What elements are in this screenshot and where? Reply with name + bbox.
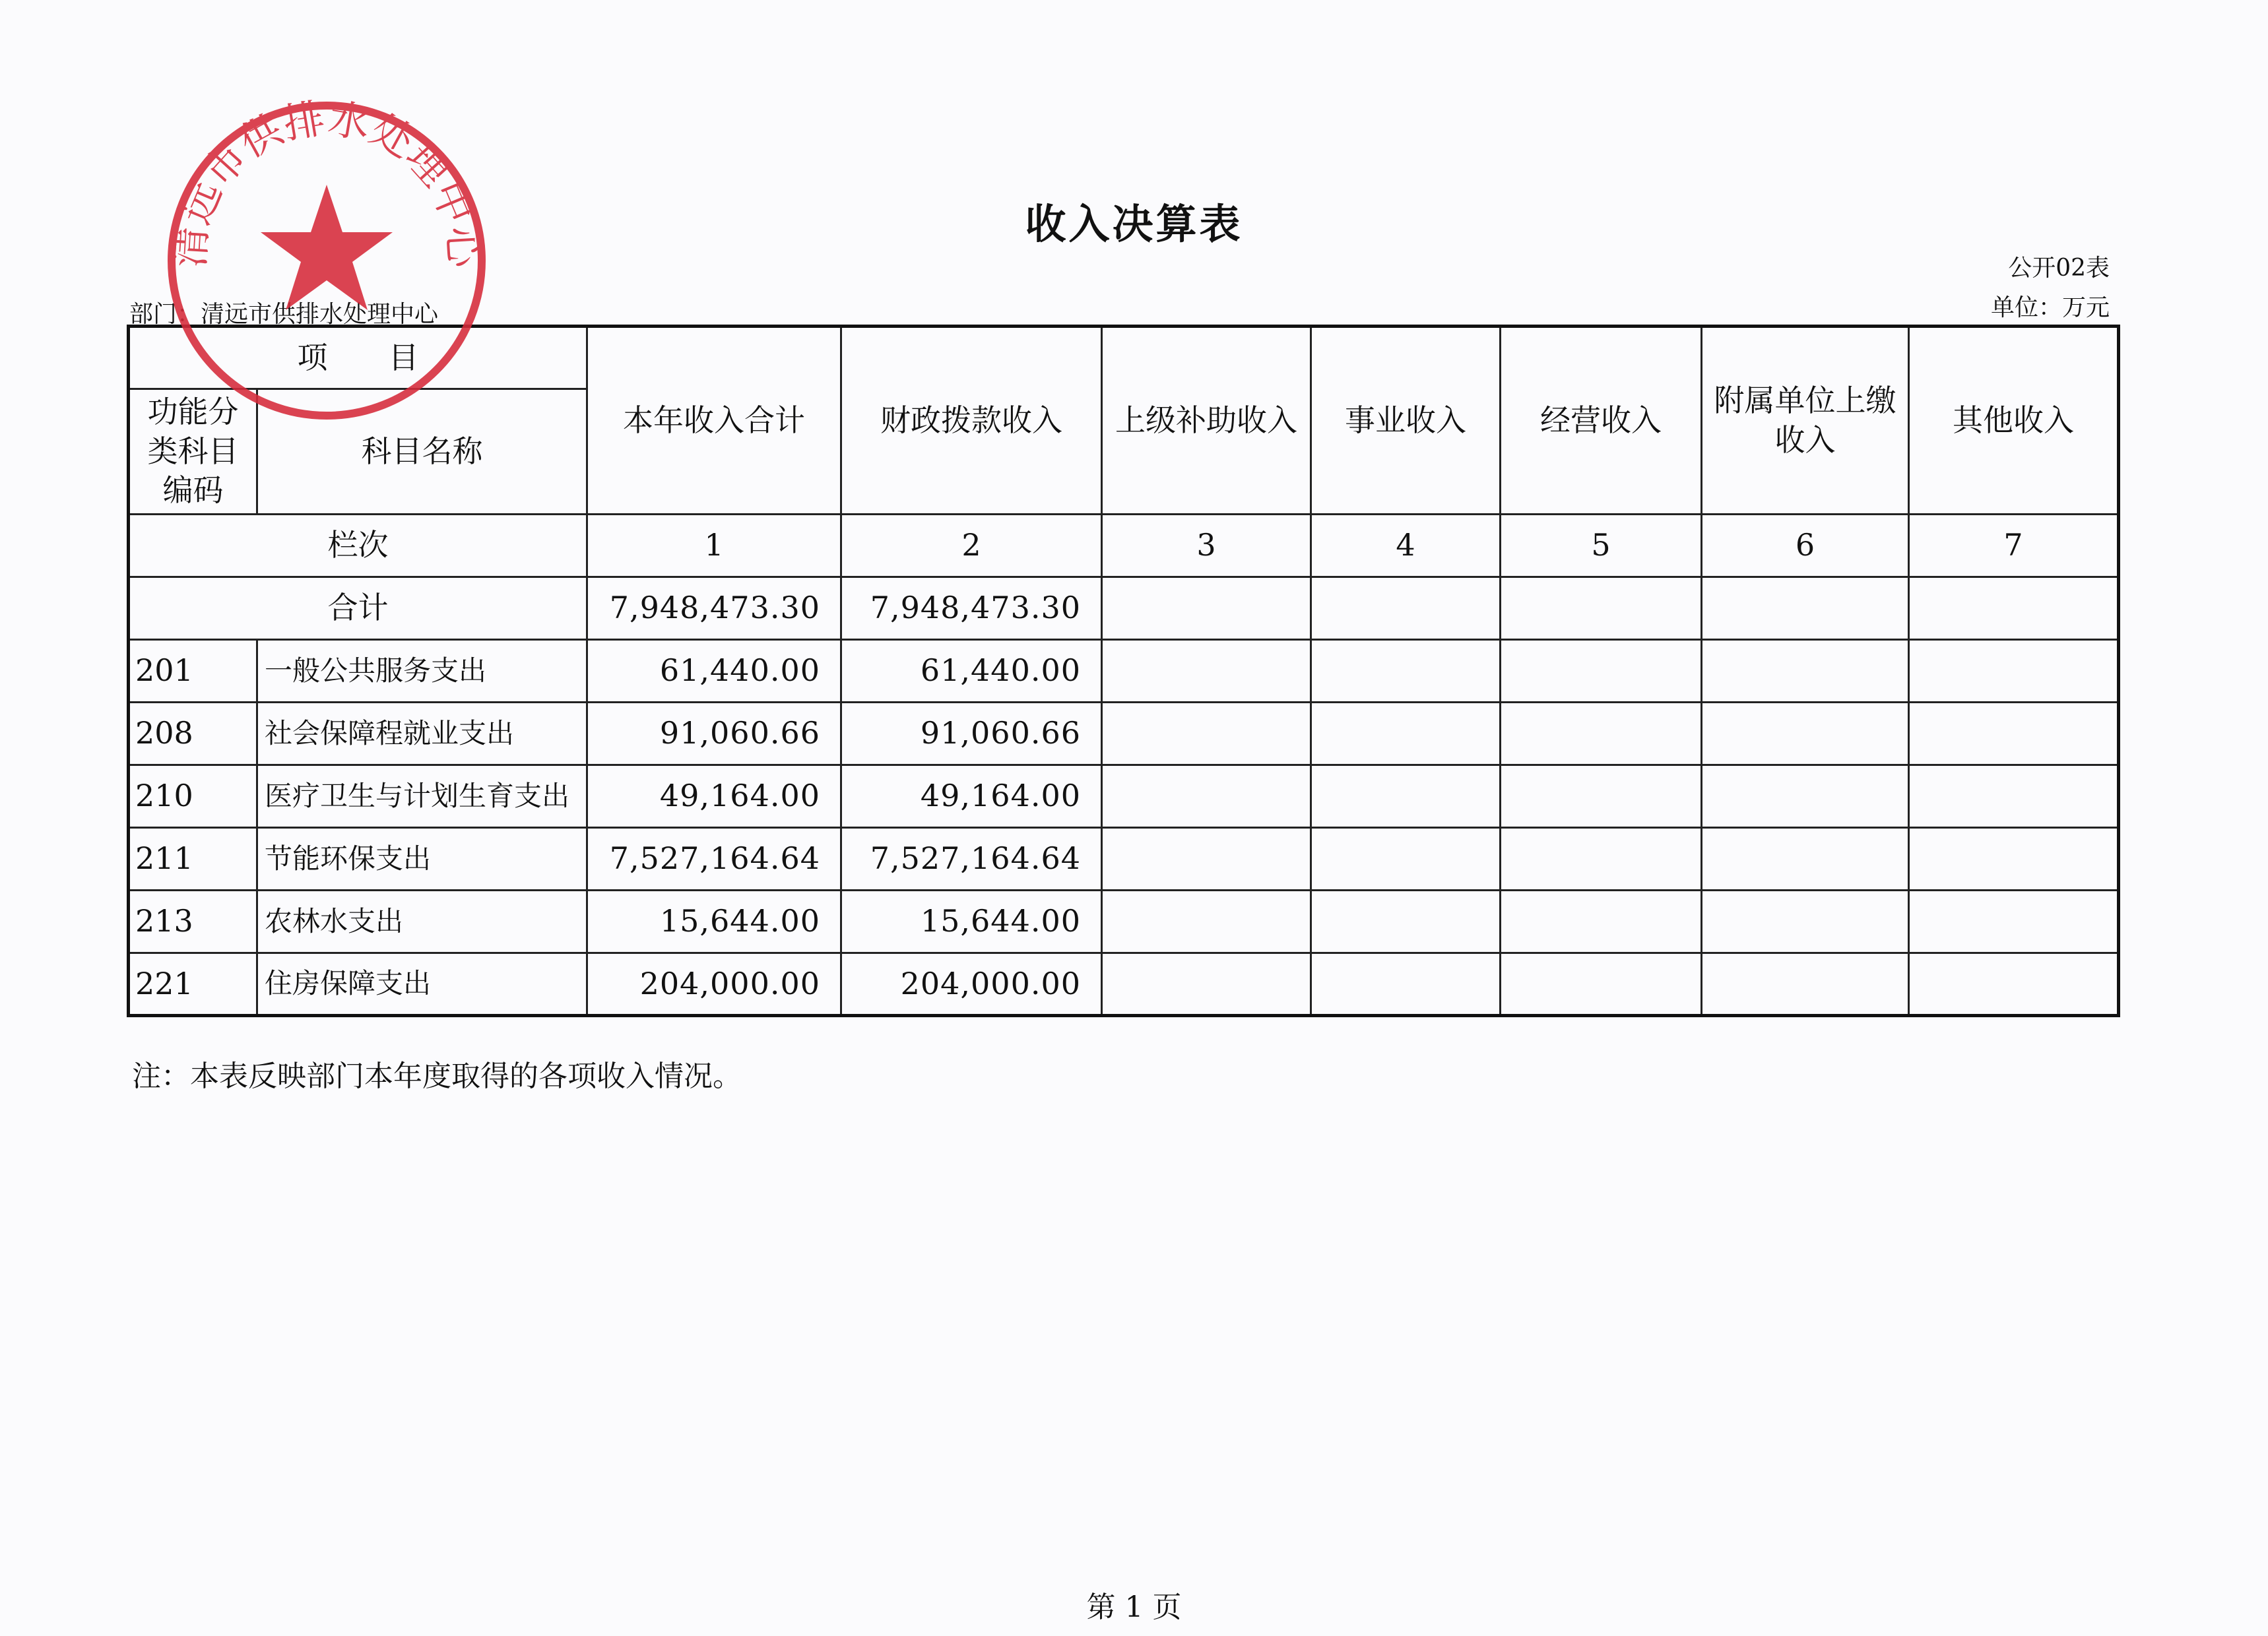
- subject-code: 213: [129, 891, 257, 953]
- value-cell: [1102, 953, 1311, 1016]
- value-cell: 15,644.00: [841, 891, 1102, 953]
- total-cell: 7,948,473.30: [587, 577, 841, 640]
- subject-header: 科目名称: [257, 389, 587, 515]
- subject-name: 农林水支出: [257, 891, 587, 953]
- value-cell: [1702, 765, 1909, 828]
- table-row: [129, 953, 2119, 1016]
- code-header: 功能分类科目编码: [129, 389, 257, 515]
- subject-name: 一般公共服务支出: [257, 640, 587, 703]
- total-cell: [1102, 577, 1311, 640]
- value-cell: 61,440.00: [841, 640, 1102, 703]
- value-cell: [1501, 953, 1702, 1016]
- col-header-2: 财政拨款收入: [841, 327, 1102, 515]
- value-cell: [1102, 828, 1311, 891]
- value-cell: 204,000.00: [841, 953, 1102, 1016]
- value-cell: [1311, 765, 1501, 828]
- col-header-3: 上级补助收入: [1102, 327, 1311, 515]
- value-cell: [1702, 891, 1909, 953]
- lanci-cell: 3: [1102, 515, 1311, 577]
- value-cell: [1311, 891, 1501, 953]
- value-cell: 7,527,164.64: [841, 828, 1102, 891]
- value-cell: [1501, 703, 1702, 765]
- official-seal-stamp: [152, 86, 502, 435]
- value-cell: [1909, 953, 2119, 1016]
- seal-star-icon: [261, 185, 393, 310]
- value-cell: 15,644.00: [587, 891, 841, 953]
- col-header-5: 经营收入: [1501, 327, 1702, 515]
- lanci-label: 栏次: [129, 515, 587, 577]
- subject-name: 住房保障支出: [257, 953, 587, 1016]
- footnote: 注：本表反映部门本年度取得的各项收入情况。: [132, 1059, 742, 1093]
- total-row: [129, 577, 2119, 640]
- value-cell: 7,527,164.64: [587, 828, 841, 891]
- item-header: 项 目: [129, 327, 587, 389]
- subject-code: 210: [129, 765, 257, 828]
- value-cell: 49,164.00: [587, 765, 841, 828]
- value-cell: [1909, 891, 2119, 953]
- value-cell: 91,060.66: [587, 703, 841, 765]
- lanci-cell: 7: [1909, 515, 2119, 577]
- subject-code: 201: [129, 640, 257, 703]
- value-cell: [1102, 765, 1311, 828]
- col-header-7: 其他收入: [1909, 327, 2119, 515]
- value-cell: [1102, 640, 1311, 703]
- value-cell: [1311, 640, 1501, 703]
- table-row: [129, 640, 2119, 703]
- table-row: [129, 703, 2119, 765]
- value-cell: 61,440.00: [587, 640, 841, 703]
- lanci-cell: 6: [1702, 515, 1909, 577]
- col-header-1: 本年收入合计: [587, 327, 841, 515]
- subject-code: 221: [129, 953, 257, 1016]
- subject-name: 节能环保支出: [257, 828, 587, 891]
- table-row: [129, 891, 2119, 953]
- total-cell: [1501, 577, 1702, 640]
- page-number: 第 1 页: [1086, 1590, 1182, 1624]
- table-row: [129, 828, 2119, 891]
- subject-name: 医疗卫生与计划生育支出: [257, 765, 587, 828]
- lanci-cell: 2: [841, 515, 1102, 577]
- unit-label: 单位：万元: [1990, 294, 2110, 321]
- value-cell: [1702, 828, 1909, 891]
- value-cell: 204,000.00: [587, 953, 841, 1016]
- value-cell: [1909, 703, 2119, 765]
- seal-text: 清远市供排水处理中心: [165, 94, 488, 269]
- total-cell: [1311, 577, 1501, 640]
- form-number: 公开02表: [2008, 255, 2110, 282]
- value-cell: [1311, 703, 1501, 765]
- value-cell: [1501, 765, 1702, 828]
- value-cell: [1702, 703, 1909, 765]
- value-cell: [1909, 640, 2119, 703]
- report-title: 收入决算表: [1025, 200, 1243, 248]
- lanci-row: [129, 515, 2119, 577]
- subject-code: 208: [129, 703, 257, 765]
- value-cell: [1311, 828, 1501, 891]
- value-cell: [1909, 828, 2119, 891]
- value-cell: [1702, 640, 1909, 703]
- value-cell: [1501, 640, 1702, 703]
- col-header-6: 附属单位上缴收入: [1702, 327, 1909, 515]
- lanci-cell: 5: [1501, 515, 1702, 577]
- total-label: 合计: [129, 577, 587, 640]
- value-cell: 49,164.00: [841, 765, 1102, 828]
- value-cell: [1702, 953, 1909, 1016]
- total-cell: 7,948,473.30: [841, 577, 1102, 640]
- value-cell: [1102, 891, 1311, 953]
- subject-code: 211: [129, 828, 257, 891]
- value-cell: [1501, 891, 1702, 953]
- subject-name: 社会保障程就业支出: [257, 703, 587, 765]
- col-header-4: 事业收入: [1311, 327, 1501, 515]
- lanci-cell: 4: [1311, 515, 1501, 577]
- department-label: 部门：清远市供排水处理中心: [129, 301, 439, 328]
- value-cell: 91,060.66: [841, 703, 1102, 765]
- value-cell: [1311, 953, 1501, 1016]
- lanci-cell: 1: [587, 515, 841, 577]
- total-cell: [1909, 577, 2119, 640]
- total-cell: [1702, 577, 1909, 640]
- value-cell: [1102, 703, 1311, 765]
- value-cell: [1501, 828, 1702, 891]
- value-cell: [1909, 765, 2119, 828]
- table-row: [129, 765, 2119, 828]
